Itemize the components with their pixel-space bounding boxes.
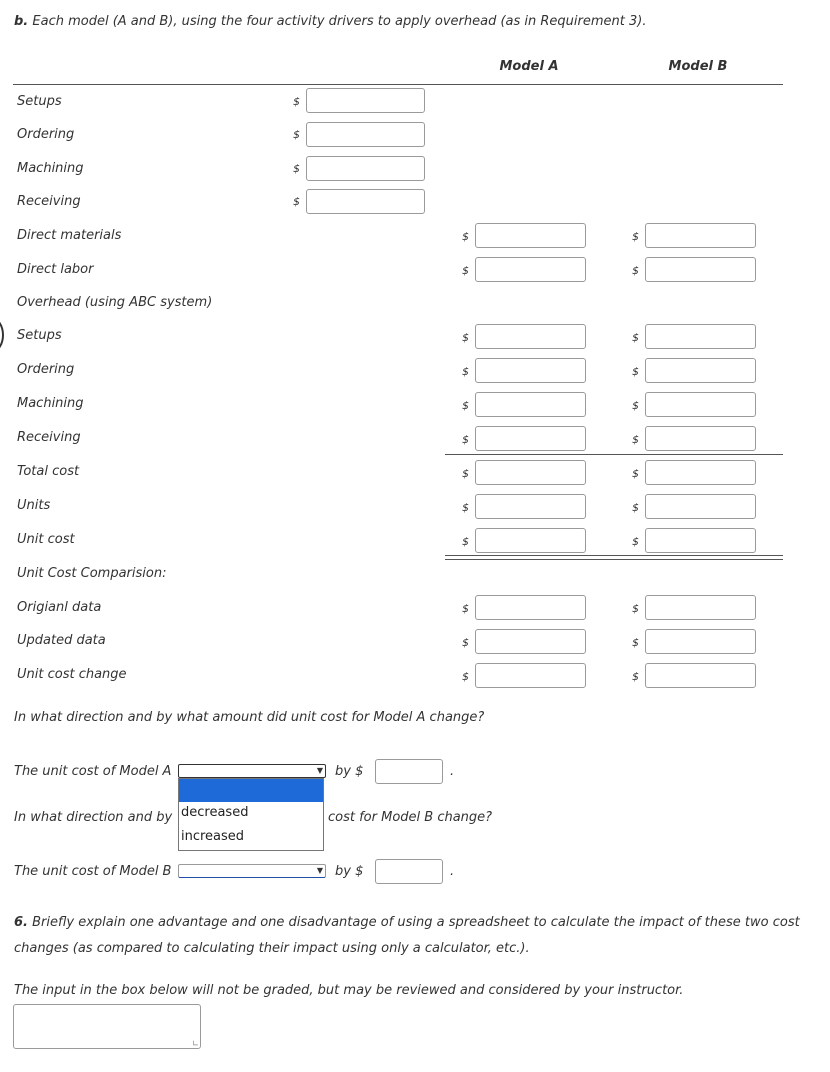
model-a-units-input[interactable] [475, 494, 586, 519]
total-double-rule [445, 555, 783, 560]
answer-b-prefix: The unit cost of Model B [14, 864, 172, 879]
section-heading [14, 14, 646, 29]
model-a-original-input[interactable] [475, 595, 586, 620]
currency-symbol: $ [632, 264, 639, 277]
model-a-receiving-input[interactable] [475, 426, 586, 451]
row-label-units: Units [17, 498, 51, 513]
amount-input-model-b[interactable] [375, 859, 443, 884]
currency-symbol: $ [632, 331, 639, 344]
currency-symbol: $ [632, 399, 639, 412]
currency-symbol: $ [632, 602, 639, 615]
row-label-direct-labor: Direct labor [17, 262, 94, 277]
currency-symbol: $ [462, 636, 469, 649]
row-label-unit-cost: Unit cost [17, 532, 75, 547]
model-a-total-cost-input[interactable] [475, 460, 586, 485]
currency-symbol: $ [462, 230, 469, 243]
model-a-direct-labor-input[interactable] [475, 257, 586, 282]
model-b-direct-materials-input[interactable] [645, 223, 756, 248]
dropdown-option-increased[interactable]: increased [181, 829, 245, 844]
currency-symbol: $ [632, 365, 639, 378]
question-6-text: Briefly explain one advantage and one disadvantage of using a spreadsheet to calculate the impact of these two cost changes (as compared to calculating their impact using only a calculator, etc.). [14, 915, 800, 956]
amount-input-model-a[interactable] [375, 759, 443, 784]
model-b-updated-input[interactable] [645, 629, 756, 654]
resize-handle-icon[interactable]: ∟ [192, 1039, 199, 1048]
model-b-change-input[interactable] [645, 663, 756, 688]
question-model-b-suffix: cost for Model B change? [328, 810, 493, 825]
model-a-unit-cost-input[interactable] [475, 528, 586, 553]
column-header-model-a: Model A [499, 59, 559, 74]
currency-symbol: $ [293, 95, 300, 108]
rate-input-machining[interactable] [306, 156, 425, 181]
section-text: Each model (A and B), using the four activity drivers to apply overhead (as in Requirement 3). [32, 14, 647, 29]
answer-a-period: . [450, 764, 455, 779]
currency-symbol: $ [462, 264, 469, 277]
dropdown-option-decreased[interactable]: decreased [181, 805, 249, 820]
model-a-machining-input[interactable] [475, 392, 586, 417]
answer-a-by: by $ [335, 764, 364, 779]
rate-label-setups: Setups [17, 94, 62, 109]
model-b-receiving-input[interactable] [645, 426, 756, 451]
rate-input-ordering[interactable] [306, 122, 425, 147]
answer-b-period: . [450, 864, 455, 879]
model-b-ordering-input[interactable] [645, 358, 756, 383]
row-label-setups: Setups [17, 328, 62, 343]
chevron-down-icon: ▼ [316, 766, 323, 775]
currency-symbol: $ [632, 433, 639, 446]
currency-symbol: $ [632, 230, 639, 243]
answer-a-prefix: The unit cost of Model A [14, 764, 172, 779]
model-a-updated-input[interactable] [475, 629, 586, 654]
row-label-original-data: Origianl data [17, 600, 102, 615]
row-label-ordering: Ordering [17, 362, 75, 377]
model-b-setups-input[interactable] [645, 324, 756, 349]
cursor-circle-mark [0, 318, 4, 352]
model-a-setups-input[interactable] [475, 324, 586, 349]
explanation-textarea[interactable] [13, 1004, 201, 1049]
row-label-unit-cost-change: Unit cost change [17, 667, 127, 682]
model-a-direct-materials-input[interactable] [475, 223, 586, 248]
direction-select-model-a[interactable] [178, 764, 326, 778]
row-label-direct-materials: Direct materials [17, 228, 122, 243]
model-a-change-input[interactable] [475, 663, 586, 688]
currency-symbol: $ [632, 636, 639, 649]
currency-symbol: $ [462, 670, 469, 683]
ungraded-note: The input in the box below will not be graded, but may be reviewed and considered by your instructor. [14, 983, 684, 998]
currency-symbol: $ [632, 501, 639, 514]
currency-symbol: $ [293, 195, 300, 208]
question-6 [14, 910, 824, 962]
currency-symbol: $ [462, 365, 469, 378]
model-b-unit-cost-input[interactable] [645, 528, 756, 553]
model-a-ordering-input[interactable] [475, 358, 586, 383]
model-b-machining-input[interactable] [645, 392, 756, 417]
rate-input-receiving[interactable] [306, 189, 425, 214]
currency-symbol: $ [293, 162, 300, 175]
currency-symbol: $ [632, 670, 639, 683]
model-b-units-input[interactable] [645, 494, 756, 519]
currency-symbol: $ [462, 535, 469, 548]
rate-label-ordering: Ordering [17, 127, 75, 142]
direction-dropdown-list[interactable] [178, 778, 324, 851]
currency-symbol: $ [632, 535, 639, 548]
comparison-header: Unit Cost Comparision: [17, 566, 167, 581]
section-letter: b. [14, 14, 29, 29]
rate-input-setups[interactable] [306, 88, 425, 113]
currency-symbol: $ [293, 128, 300, 141]
column-header-model-b: Model B [668, 59, 728, 74]
currency-symbol: $ [632, 467, 639, 480]
answer-b-by: by $ [335, 864, 364, 879]
currency-symbol: $ [462, 399, 469, 412]
row-label-receiving: Receiving [17, 430, 81, 445]
currency-symbol: $ [462, 602, 469, 615]
rate-label-machining: Machining [17, 161, 84, 176]
subtotal-rule [445, 454, 783, 455]
model-b-original-input[interactable] [645, 595, 756, 620]
row-label-total-cost: Total cost [17, 464, 80, 479]
model-b-total-cost-input[interactable] [645, 460, 756, 485]
direction-select-model-b[interactable] [178, 864, 326, 878]
question-6-number: 6. [14, 915, 28, 930]
row-label-updated-data: Updated data [17, 633, 106, 648]
currency-symbol: $ [462, 467, 469, 480]
question-model-b-prefix: In what direction and by [14, 810, 173, 825]
question-model-a: In what direction and by what amount did unit cost for Model A change? [14, 710, 485, 725]
currency-symbol: $ [462, 433, 469, 446]
overhead-header: Overhead (using ABC system) [17, 295, 213, 310]
currency-symbol: $ [462, 501, 469, 514]
chevron-down-icon: ▼ [316, 866, 323, 875]
row-label-machining: Machining [17, 396, 84, 411]
header-rule [13, 84, 783, 85]
model-b-direct-labor-input[interactable] [645, 257, 756, 282]
currency-symbol: $ [462, 331, 469, 344]
rate-label-receiving: Receiving [17, 194, 81, 209]
dropdown-option-blank-highlighted[interactable] [179, 779, 323, 802]
